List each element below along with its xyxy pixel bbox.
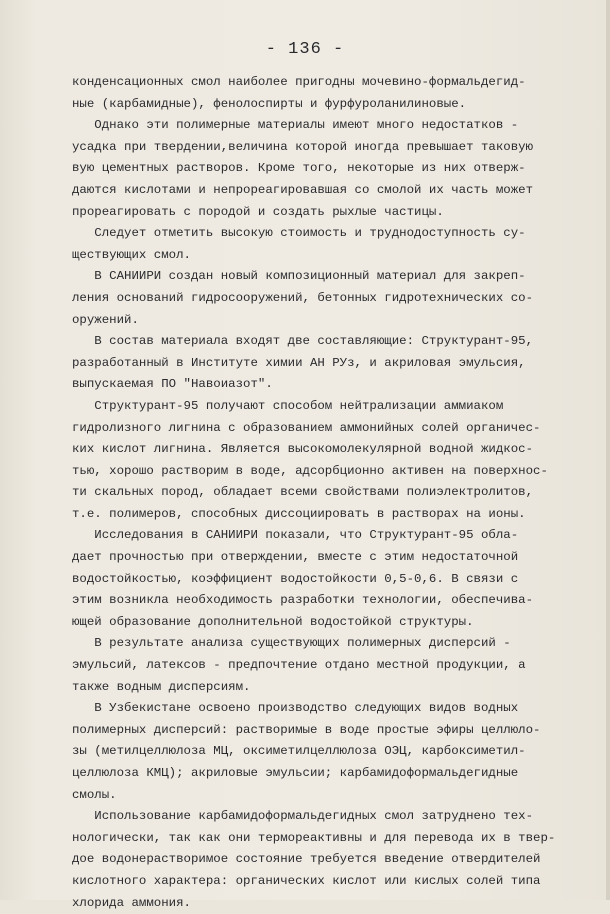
text-line: ющей образование дополнительной водостойкой структуры. <box>72 614 474 629</box>
text-line: ществующих смол. <box>72 247 191 262</box>
text-line: ления оснований гидросооружений, бетонных гидротехнических со- <box>72 290 534 305</box>
text-line: Следует отметить высокую стоимость и труднодоступность су- <box>72 226 526 241</box>
text-line: ти скальных пород, обладает всеми свойствами полиэлектролитов, <box>72 485 534 500</box>
text-line: кислотного характера: органических кислот или кислых солей типа <box>72 873 541 888</box>
text-line: дает прочностью при отверждении, вместе с этим недостаточной <box>72 550 519 565</box>
text-line: эмульсий, латексов - предпочтение отдано местной продукции, а <box>72 658 526 673</box>
text-line: дое водонерастворимое состояние требуется введение отвердителей <box>72 852 541 867</box>
page-number: - 136 - <box>265 40 345 59</box>
page-edge <box>606 0 610 900</box>
text-line: В состав материала входят две составляющие: Структурант-95, <box>72 334 534 349</box>
text-line: т.е. полимеров, способных диссоциировать в растворах на ионы. <box>72 506 526 521</box>
text-line: даются кислотами и непрореагировавшая со смолой их часть может <box>72 182 534 197</box>
text-line: оружений. <box>72 312 139 327</box>
text-line: хлорида аммония. <box>72 895 191 910</box>
text-line: усадка при твердении,величина которой иногда превышает таковую <box>72 139 534 154</box>
text-line: разработанный в Институте химии АН РУз, и акриловая эмульсия, <box>72 355 526 370</box>
text-line: Использование карбамидоформальдегидных смол затруднено тех- <box>72 809 534 824</box>
text-line: целлюлоза КМЦ); акриловые эмульсии; карбамидоформальдегидные <box>72 766 519 780</box>
text-line: этим возникла необходимость разработки технологии, обеспечива- <box>72 593 534 608</box>
text-line: Исследования в САНИИРИ показали, что Структурант-95 обла- <box>72 528 519 543</box>
text-line: В Узбекистане освоено производство следующих видов водных <box>72 701 519 716</box>
text-line: гидролизного лигнина с образованием аммонийных солей органичес- <box>72 420 541 435</box>
text-line: Однако эти полимерные материалы имеют много недостатков - <box>72 118 519 133</box>
text-line: тью, хорошо растворим в воде, адсорбционно активен на поверхнос- <box>72 463 548 478</box>
text-line: смолы. <box>72 787 117 802</box>
text-line: вую цементных растворов. Кроме того, некоторые из них отверж- <box>72 161 526 176</box>
text-line: В САНИИРИ создан новый композиционный материал для закреп- <box>72 269 526 284</box>
text-line: прореагировать с породой и создать рыхлые частицы. <box>72 204 444 219</box>
text-line: Структурант-95 получают способом нейтрализации аммиаком <box>72 398 504 413</box>
text-line: ких кислот лигнина. Является высокомолекулярной водной жидкос- <box>72 442 534 457</box>
text-line: нологически, так как они термореактивны и для перевода их в твер- <box>72 830 556 845</box>
text-line: водостойкостью, коэффициент водостойкости 0,5-0,6. В связи с <box>72 571 519 586</box>
text-line: выпускаемая ПО "Навоиазот". <box>72 377 273 392</box>
text-line: В результате анализа существующих полимерных дисперсий - <box>72 636 511 651</box>
body-text <box>72 72 572 914</box>
text-line: также водным дисперсиям. <box>72 679 251 694</box>
text-line: полимерных дисперсий: растворимые в воде простые эфиры целлюло- <box>72 722 541 737</box>
text-line: зы (метилцеллюлоза МЦ, оксиметилцеллюлоза ОЭЦ, карбоксиметил- <box>72 744 526 759</box>
text-line: конденсационных смол наиболее пригодны мочевино-формальдегид- <box>72 75 526 89</box>
text-line: ные (карбамидные), фенолоспирты и фурфуроланилиновые. <box>72 96 467 111</box>
